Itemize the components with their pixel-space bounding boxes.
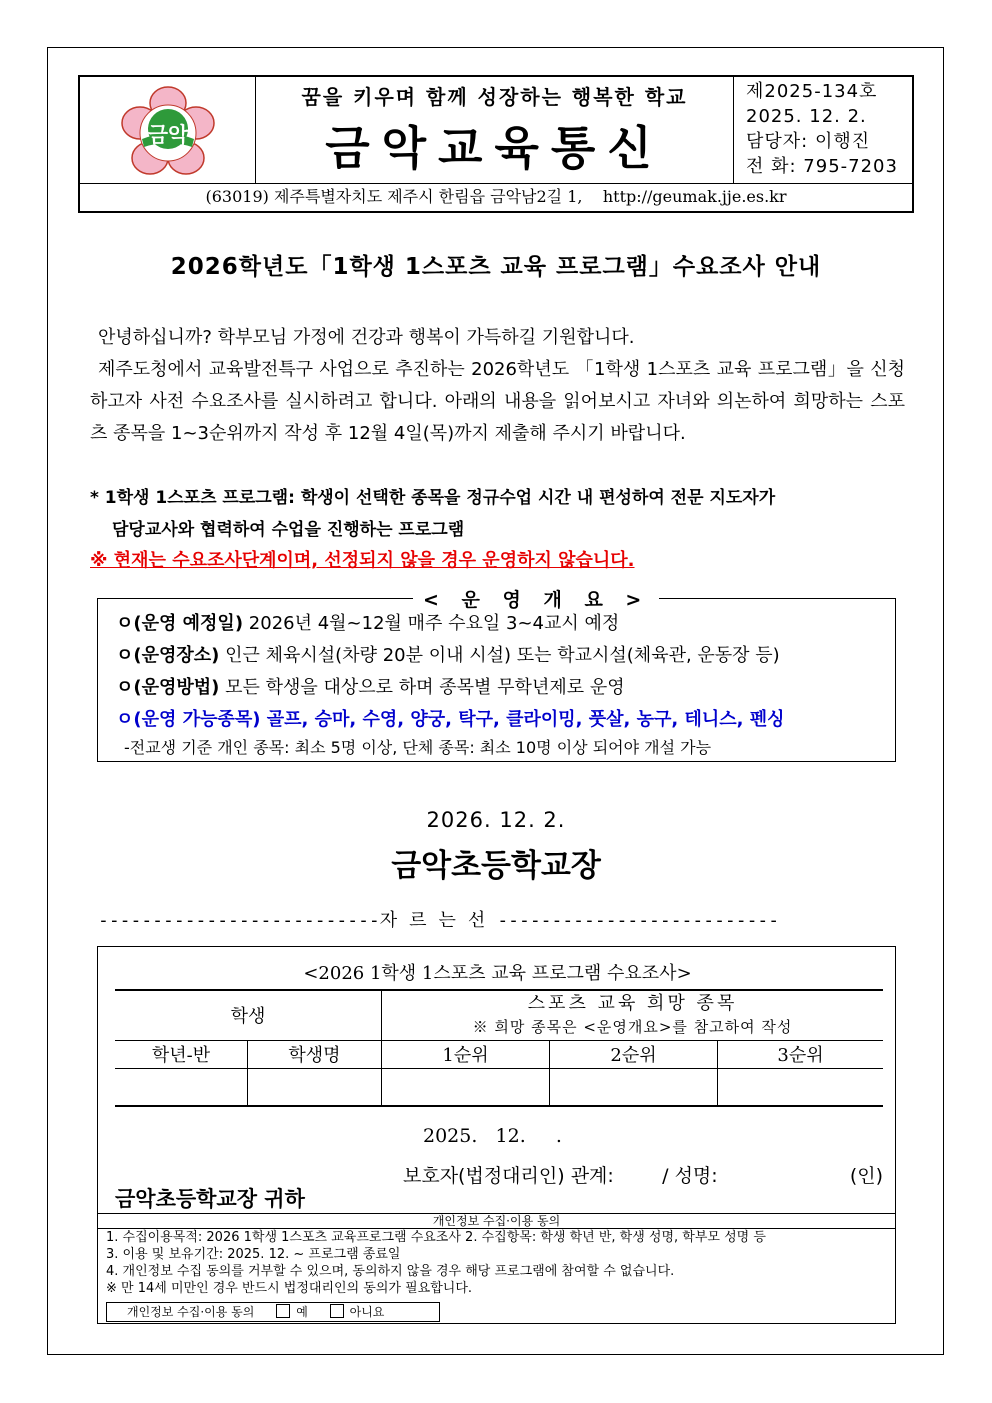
overview-label: ㅇ(운영방법) [116,677,220,698]
consent-yes-checkbox[interactable] [276,1304,290,1318]
overview-item-place [116,641,780,671]
consent-yes-label: 예 [296,1305,308,1319]
operation-overview [97,589,896,762]
form-date[interactable]: 2025. 12. . [423,1125,562,1147]
header-center [256,77,734,183]
newsletter-header [78,75,914,213]
overview-label: ㅇ(운영장소) [116,645,220,666]
consent-no-label: 아니요 [349,1305,385,1319]
overview-value: 인근 체육시설(차량 20분 이내 시설) 또는 학교시설(체육관, 운동장 등) [219,645,780,666]
col-rank-3: 3순위 [718,1040,884,1068]
privacy-line-3: 4. 개인정보 수집 동의를 거부할 수 있으며, 동의하지 않을 경우 해당 프로그램에 참여할 수 없습니다. [106,1264,675,1279]
school-address: (63019) 제주특별자치도 제주시 한림읍 금악남2길 1, http://geumak.jje.es.kr [80,183,912,211]
logo-text: 금악 [147,123,189,147]
signature-date: 2026. 12. 2. [426,808,566,832]
student-header: 학생 [115,990,382,1040]
student-name-input[interactable] [248,1068,382,1106]
cut-dashes-right: -------------------------- [497,910,780,931]
guardian-label: 보호자(법정대리인) 관계: / 성명: [403,1165,718,1187]
cut-label: 자르는선 [379,910,498,931]
overview-item-sports [116,705,785,735]
survey-table [115,989,883,1107]
guardian-line[interactable] [403,1161,883,1188]
overview-item-date [116,609,619,639]
note-line-2: 담당교사와 협력하여 수업을 진행하는 프로그램 [112,520,465,540]
col-grade-class: 학년-반 [115,1040,248,1068]
privacy-consent [98,1213,895,1323]
privacy-line-2: 3. 이용 및 보유기간: 2025. 12. ~ 프로그램 종료일 [106,1247,401,1262]
main-paragraph: 제주도청에서 교육발전특구 사업으로 추진하는 2026학년도 「1학생 1스포츠 교육 프로그램」을 신청하고자 사전 수요조사를 실시하려고 합니다. 아래의 내용을 읽어보시고 자녀와 의논하여 희망하는 스포츠 종목을 1~3순위까지 작성 후 12월 4일(목)까지 제출해 주시기 바랍니다. [90,359,905,444]
consent-label: 개인정보 수집·이용 동의 [127,1305,255,1319]
col-rank-2: 2순위 [550,1040,718,1068]
phone-number: 전 화: 795-7203 [746,156,898,177]
privacy-title: 개인정보 수집·이용 동의 [98,1214,895,1229]
rank-2-input[interactable] [550,1068,718,1106]
consent-box [106,1302,440,1322]
greeting: 안녕하십니까? 학부모님 가정에 건강과 행복이 가득하길 기원합니다. [98,327,635,348]
program-note [90,482,905,546]
manager-name: 담당자: 이행진 [746,131,871,152]
col-rank-1: 1순위 [382,1040,550,1068]
overview-label: ㅇ(운영 가능종목) [116,709,261,730]
privacy-line-1: 1. 수집이용목적: 2026 1학생 1스포츠 교육프로그램 수요조사 2. 수집항목: 학생 학년 반, 학생 성명, 학부모 성명 등 [106,1230,766,1245]
cut-dashes-left: -------------------------- [98,910,380,931]
body-text [90,322,905,450]
overview-item-method [116,673,625,703]
overview-label: ㅇ(운영 예정일) [116,613,244,634]
issue-number: 제2025-134호 [746,81,878,102]
issue-meta [734,77,912,183]
sports-header-note: ※ 희망 종목은 <운영개요>를 참고하여 작성 [472,1018,793,1037]
issue-date: 2025. 12. 2. [746,106,867,127]
rank-1-input[interactable] [382,1068,550,1106]
masthead-title: 금악교육통신 [325,121,664,175]
seal-mark: (인) [849,1165,883,1187]
rank-3-input[interactable] [718,1068,884,1106]
sports-header [382,990,884,1040]
cut-line [98,906,894,932]
overview-value: 2026년 4월~12월 매주 수요일 3~4교시 예정 [243,613,620,634]
privacy-line-4: ※ 만 14세 미만인 경우 반드시 법정대리인의 동의가 필요합니다. [106,1281,473,1296]
consent-no-checkbox[interactable] [330,1304,344,1318]
survey-form [97,946,896,1324]
addressee: 금악초등학교장 귀하 [115,1187,305,1211]
overview-value: 모든 학생을 대상으로 하며 종목별 무학년제로 운영 [219,677,625,698]
overview-value: 골프, 승마, 수영, 양궁, 탁구, 클라이밍, 풋살, 농구, 테니스, 펜싱 [260,709,785,730]
warning-text: ※ 현재는 수요조사단계이며, 선정되지 않을 경우 운영하지 않습니다. [90,550,635,571]
col-student-name: 학생명 [248,1040,382,1068]
overview-sub-note: -전교생 기준 개인 종목: 최소 5명 이상, 단체 종목: 최소 10명 이상 되어야 개설 가능 [124,738,712,757]
note-line-1: * 1학생 1스포츠 프로그램: 학생이 선택한 종목을 정규수업 시간 내 편성하여 전문 지도자가 [90,488,776,508]
sports-header-label: 스포츠 교육 희망 종목 [527,993,738,1015]
school-slogan: 꿈을 키우며 함께 성장하는 행복한 학교 [301,85,688,109]
form-title: <2026 1학생 1스포츠 교육 프로그램 수요조사> [303,963,692,984]
overview-title: < 운 영 개 요 > [413,585,659,612]
signature-name: 금악초등학교장 [391,848,601,884]
document-title: 2026학년도「1학생 1스포츠 교육 프로그램」수요조사 안내 [170,254,822,280]
grade-class-input[interactable] [115,1068,248,1106]
logo-cell [80,77,256,183]
